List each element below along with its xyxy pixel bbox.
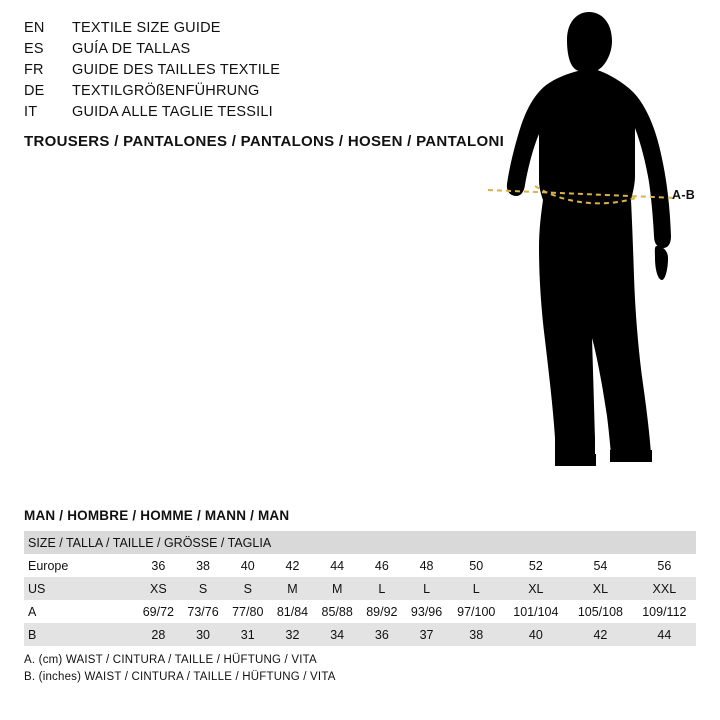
language-row	[24, 20, 494, 41]
size-table	[24, 531, 696, 646]
language-code: EN	[24, 20, 45, 36]
table-cell: M	[270, 577, 315, 600]
table-cell: XS	[136, 577, 181, 600]
table-cell: 31	[225, 623, 270, 646]
table-cell: S	[181, 577, 226, 600]
language-title: TEXTILGRÖßENFÜHRUNG	[72, 83, 260, 99]
language-header-block	[24, 20, 494, 125]
table-cell: 44	[315, 554, 360, 577]
table-cell: 36	[360, 623, 405, 646]
language-title: TEXTILE SIZE GUIDE	[72, 20, 221, 36]
language-row	[24, 83, 494, 104]
table-cell: 54	[568, 554, 633, 577]
language-row	[24, 104, 494, 125]
table-cell: 32	[270, 623, 315, 646]
table-cell: M	[315, 577, 360, 600]
table-cell: 48	[404, 554, 449, 577]
table-cell: 93/96	[404, 600, 449, 623]
table-cell: 38	[181, 554, 226, 577]
table-cell: 85/88	[315, 600, 360, 623]
table-cell: XL	[568, 577, 633, 600]
table-cell: 81/84	[270, 600, 315, 623]
footnote-a: A. (cm) WAIST / CINTURA / TAILLE / HÜFTUNG / VITA	[24, 654, 317, 666]
measure-label-ab: A-B	[672, 188, 696, 202]
table-cell: 77/80	[225, 600, 270, 623]
footnote-b: B. (inches) WAIST / CINTURA / TAILLE / HÜFTUNG / VITA	[24, 671, 336, 683]
table-row	[24, 623, 696, 646]
table-cell: 105/108	[568, 600, 633, 623]
language-code: FR	[24, 62, 44, 78]
table-cell: 42	[568, 623, 633, 646]
table-cell: L	[360, 577, 405, 600]
table-cell: 56	[633, 554, 696, 577]
language-title: GUÍA DE TALLAS	[72, 41, 191, 57]
table-group-title: MAN / HOMBRE / HOMME / MANN / MAN	[24, 508, 290, 523]
table-cell: 46	[360, 554, 405, 577]
table-cell: 28	[136, 623, 181, 646]
row-label: Europe	[24, 554, 136, 577]
table-cell: 50	[449, 554, 504, 577]
table-cell: 42	[270, 554, 315, 577]
table-cell: 37	[404, 623, 449, 646]
size-table-section	[24, 508, 696, 646]
male-silhouette-icon	[455, 8, 720, 488]
table-cell: 97/100	[449, 600, 504, 623]
table-cell: 34	[315, 623, 360, 646]
figure-illustration	[455, 8, 720, 488]
table-cell: 89/92	[360, 600, 405, 623]
language-row	[24, 62, 494, 83]
table-header-row	[24, 531, 696, 554]
table-cell: L	[449, 577, 504, 600]
table-header-label: SIZE / TALLA / TAILLE / GRÖSSE / TAGLIA	[24, 531, 696, 554]
table-cell: L	[404, 577, 449, 600]
footnotes	[24, 652, 336, 686]
table-cell: XXL	[633, 577, 696, 600]
table-row	[24, 554, 696, 577]
language-row	[24, 41, 494, 62]
garment-type-title: TROUSERS / PANTALONES / PANTALONS / HOSEN / PANTALONI	[24, 133, 505, 150]
table-row	[24, 600, 696, 623]
table-cell: 44	[633, 623, 696, 646]
language-title: GUIDE DES TAILLES TEXTILE	[72, 62, 281, 78]
language-title: GUIDA ALLE TAGLIE TESSILI	[72, 104, 273, 120]
row-label: B	[24, 623, 136, 646]
table-cell: 109/112	[633, 600, 696, 623]
table-cell: 101/104	[504, 600, 569, 623]
table-cell: 38	[449, 623, 504, 646]
table-cell: 69/72	[136, 600, 181, 623]
table-cell: 30	[181, 623, 226, 646]
row-label: US	[24, 577, 136, 600]
table-cell: XL	[504, 577, 569, 600]
language-code: ES	[24, 41, 44, 57]
table-cell: S	[225, 577, 270, 600]
table-cell: 73/76	[181, 600, 226, 623]
language-code: DE	[24, 83, 45, 99]
table-row	[24, 577, 696, 600]
table-cell: 40	[225, 554, 270, 577]
row-label: A	[24, 600, 136, 623]
table-cell: 52	[504, 554, 569, 577]
language-code: IT	[24, 104, 38, 120]
table-cell: 40	[504, 623, 569, 646]
table-cell: 36	[136, 554, 181, 577]
